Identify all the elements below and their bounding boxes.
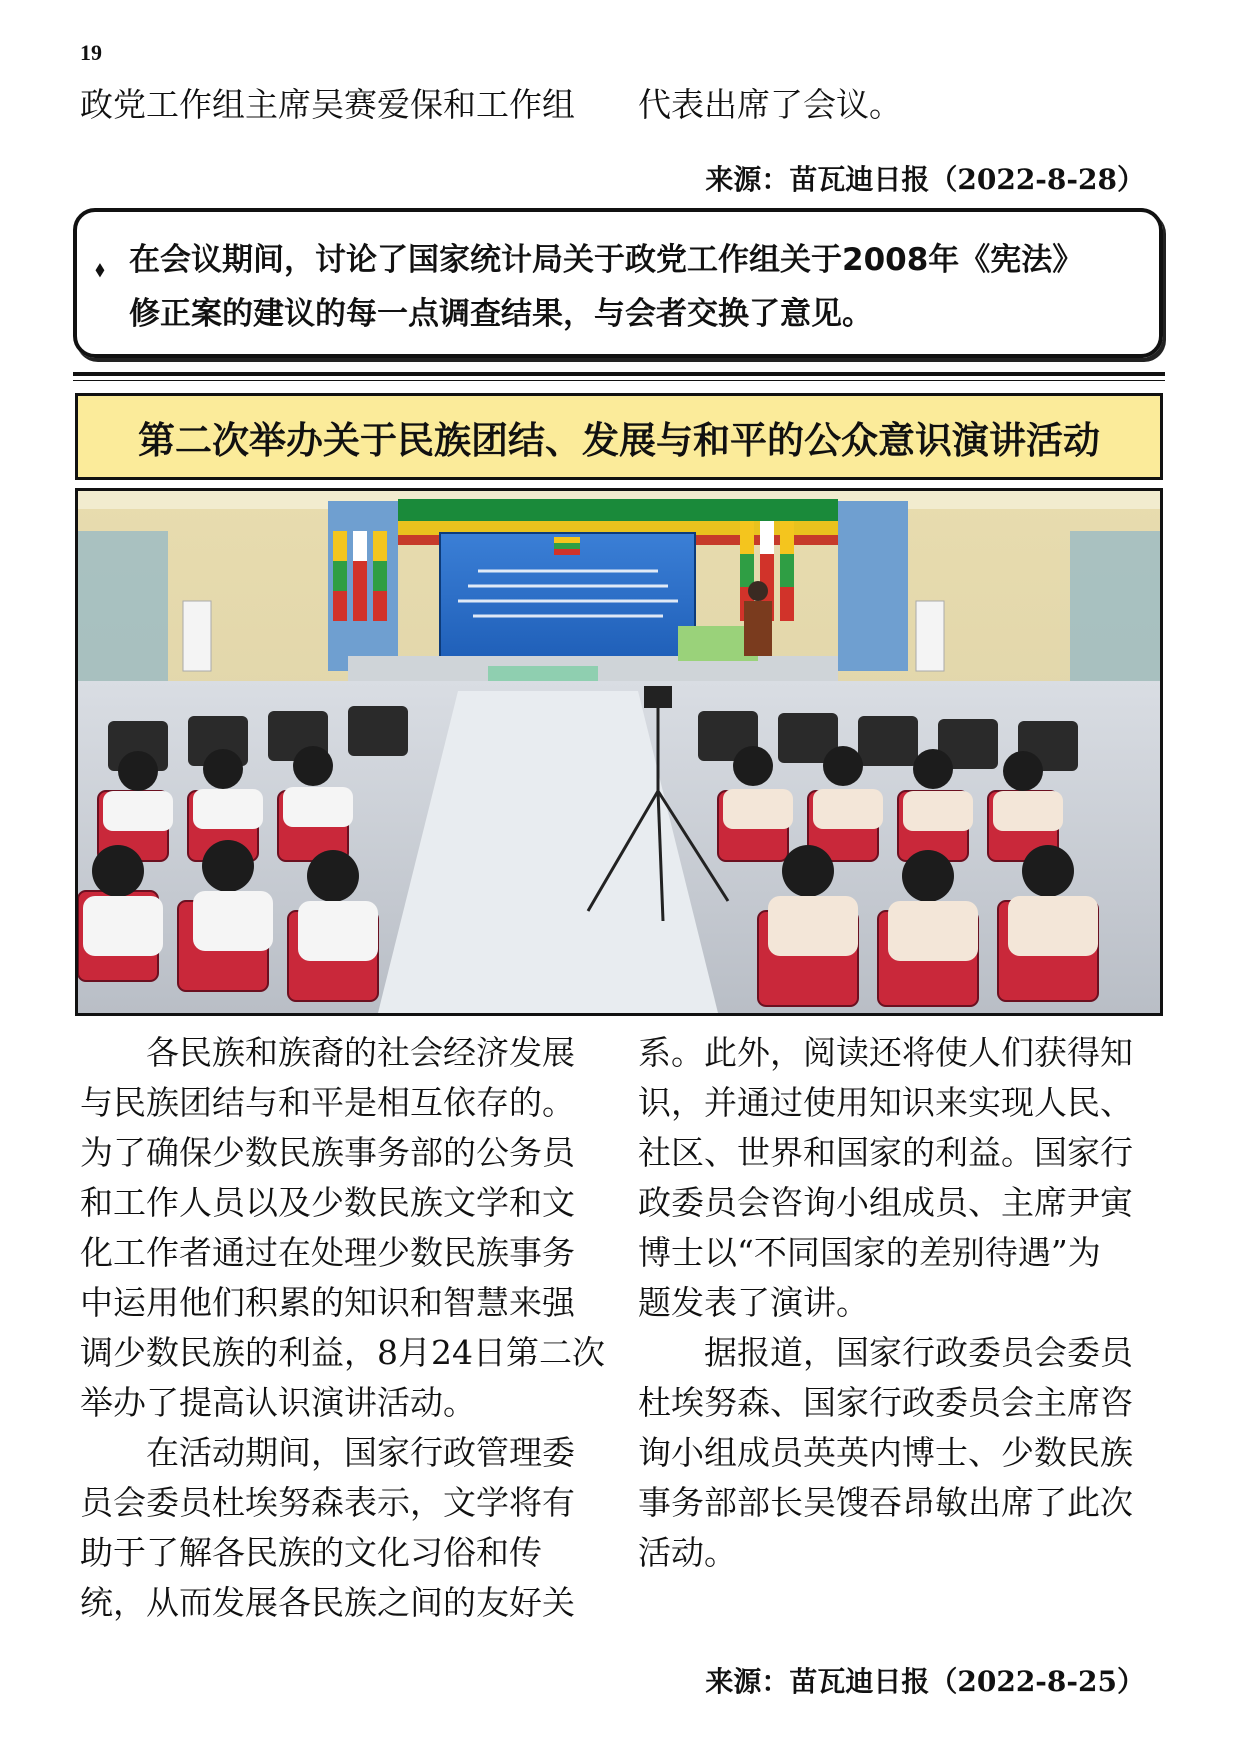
right-line: 社区、世界和国家的利益。国家行 bbox=[638, 1133, 1133, 1172]
left-line: 员会委员杜埃努森表示，文学将有 bbox=[80, 1483, 575, 1522]
right-line: 活动。 bbox=[638, 1533, 737, 1572]
diamond-bullet-icon: ⬧ bbox=[95, 257, 105, 282]
highlight-box bbox=[73, 208, 1163, 358]
right-line: 博士以“不同国家的差别待遇”为 bbox=[638, 1233, 1101, 1272]
left-line: 在活动期间，国家行政管理委 bbox=[80, 1433, 575, 1472]
continuation-right: 代表出席了会议。 bbox=[638, 85, 902, 124]
left-line: 各民族和族裔的社会经济发展 bbox=[80, 1033, 575, 1072]
left-line: 调少数民族的利益，8月24日第二次 bbox=[80, 1333, 605, 1372]
source-top: 来源：苗瓦迪日报（2022-8-28） bbox=[705, 163, 1145, 196]
left-line: 为了确保少数民族事务部的公务员 bbox=[80, 1133, 575, 1172]
page-number: 19 bbox=[80, 40, 102, 65]
continuation-left: 政党工作组主席吴赛爱保和工作组 bbox=[80, 85, 575, 124]
left-line: 与民族团结与和平是相互依存的。 bbox=[80, 1083, 575, 1122]
left-line: 举办了提高认识演讲活动。 bbox=[80, 1383, 476, 1422]
divider-thin bbox=[73, 380, 1165, 381]
divider-thick bbox=[73, 372, 1165, 376]
right-column bbox=[638, 1028, 1163, 1578]
event-photo bbox=[75, 488, 1163, 1016]
right-line: 识，并通过使用知识来实现人民、 bbox=[638, 1083, 1133, 1122]
right-line: 询小组成员英英内博士、少数民族 bbox=[638, 1433, 1133, 1472]
left-line: 和工作人员以及少数民族文学和文 bbox=[80, 1183, 575, 1222]
article-title-band bbox=[75, 393, 1163, 480]
article-title: 第二次举办关于民族团结、发展与和平的公众意识演讲活动 bbox=[138, 418, 1100, 462]
right-line: 据报道，国家行政委员会委员 bbox=[638, 1333, 1133, 1372]
left-line: 化工作者通过在处理少数民族事务 bbox=[80, 1233, 575, 1272]
right-line: 事务部部长吴馊吞昂敏出席了此次 bbox=[638, 1483, 1133, 1522]
auditorium-photo-illustration bbox=[78, 491, 1160, 1013]
source-bottom: 来源：苗瓦迪日报（2022-8-25） bbox=[705, 1665, 1145, 1698]
left-line: 统，从而发展各民族之间的友好关 bbox=[80, 1583, 575, 1622]
left-line: 中运用他们积累的知识和智慧来强 bbox=[80, 1283, 575, 1322]
right-line: 杜埃努森、国家行政委员会主席咨 bbox=[638, 1383, 1133, 1422]
left-column bbox=[80, 1028, 605, 1628]
right-line: 题发表了演讲。 bbox=[638, 1283, 869, 1322]
right-line: 系。此外，阅读还将使人们获得知 bbox=[638, 1033, 1133, 1072]
right-line: 政委员会咨询小组成员、主席尹寅 bbox=[638, 1183, 1133, 1222]
highlight-line-2: 修正案的建议的每一点调查结果，与会者交换了意见。 bbox=[129, 296, 873, 332]
highlight-line-1: 在会议期间，讨论了国家统计局关于政党工作组关于2008年《宪法》 bbox=[129, 242, 1084, 278]
left-line: 助于了解各民族的文化习俗和传 bbox=[80, 1533, 542, 1572]
